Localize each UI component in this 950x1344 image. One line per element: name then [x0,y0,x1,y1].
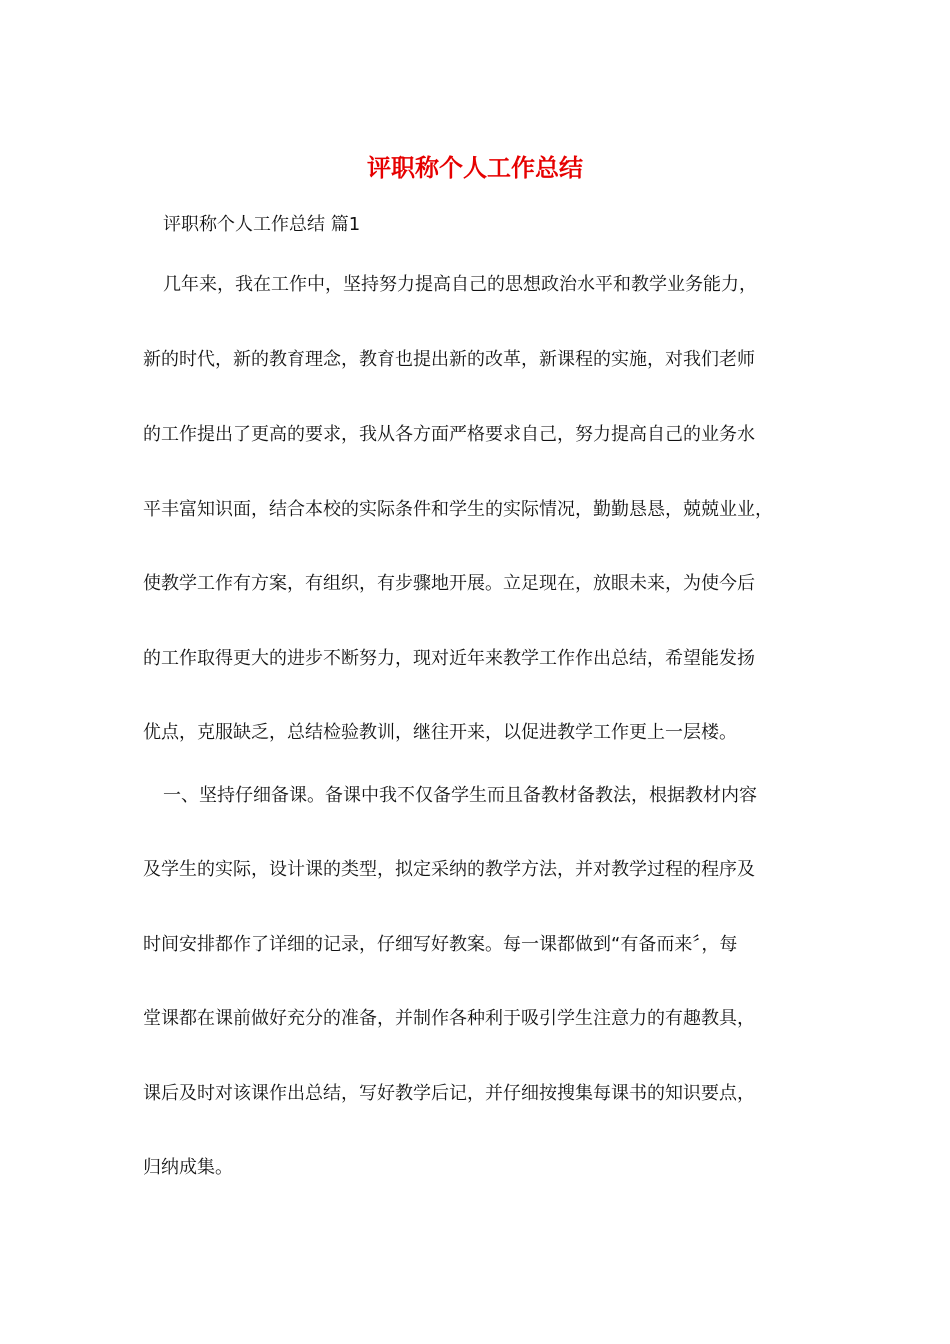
document-subtitle: 评职称个人工作总结 篇1 [163,214,361,235]
paragraph-line: 的工作取得更大的进步不断努力，现对近年来教学工作作出总结，希望能发扬 [143,648,755,669]
paragraph-line: 平丰富知识面，结合本校的实际条件和学生的实际情况，勤勤恳恳，兢兢业业， [143,499,773,520]
paragraph-line: 新的时代，新的教育理念，教育也提出新的改革，新课程的实施，对我们老师 [143,349,755,370]
paragraph-line: 堂课都在课前做好充分的准备，并制作各种利于吸引学生注意力的有趣教具， [143,1008,755,1029]
paragraph-line: 几年来，我在工作中，坚持努力提高自己的思想政治水平和教学业务能力， [163,274,757,295]
paragraph-line: 使教学工作有方案，有组织，有步骤地开展。立足现在，放眼未来，为使今后 [143,573,755,594]
paragraph-line: 时间安排都作了详细的记录，仔细写好教案。每一课都做到“有备而来〞，每 [143,934,738,955]
paragraph-line: 优点，克服缺乏，总结检验教训，继往开来，以促进教学工作更上一层楼。 [143,722,737,743]
document-title: 评职称个人工作总结 [367,153,583,182]
paragraph-line: 一、坚持仔细备课。备课中我不仅备学生而且备教材备教法，根据教材内容 [163,785,757,806]
paragraph-line: 的工作提出了更高的要求，我从各方面严格要求自己，努力提高自己的业务水 [143,424,755,445]
paragraph-line: 及学生的实际，设计课的类型，拟定采纳的教学方法，并对教学过程的程序及 [143,859,755,880]
paragraph-line: 归纳成集。 [143,1157,233,1178]
paragraph-line: 课后及时对该课作出总结，写好教学后记，并仔细按搜集每课书的知识要点， [143,1083,755,1104]
